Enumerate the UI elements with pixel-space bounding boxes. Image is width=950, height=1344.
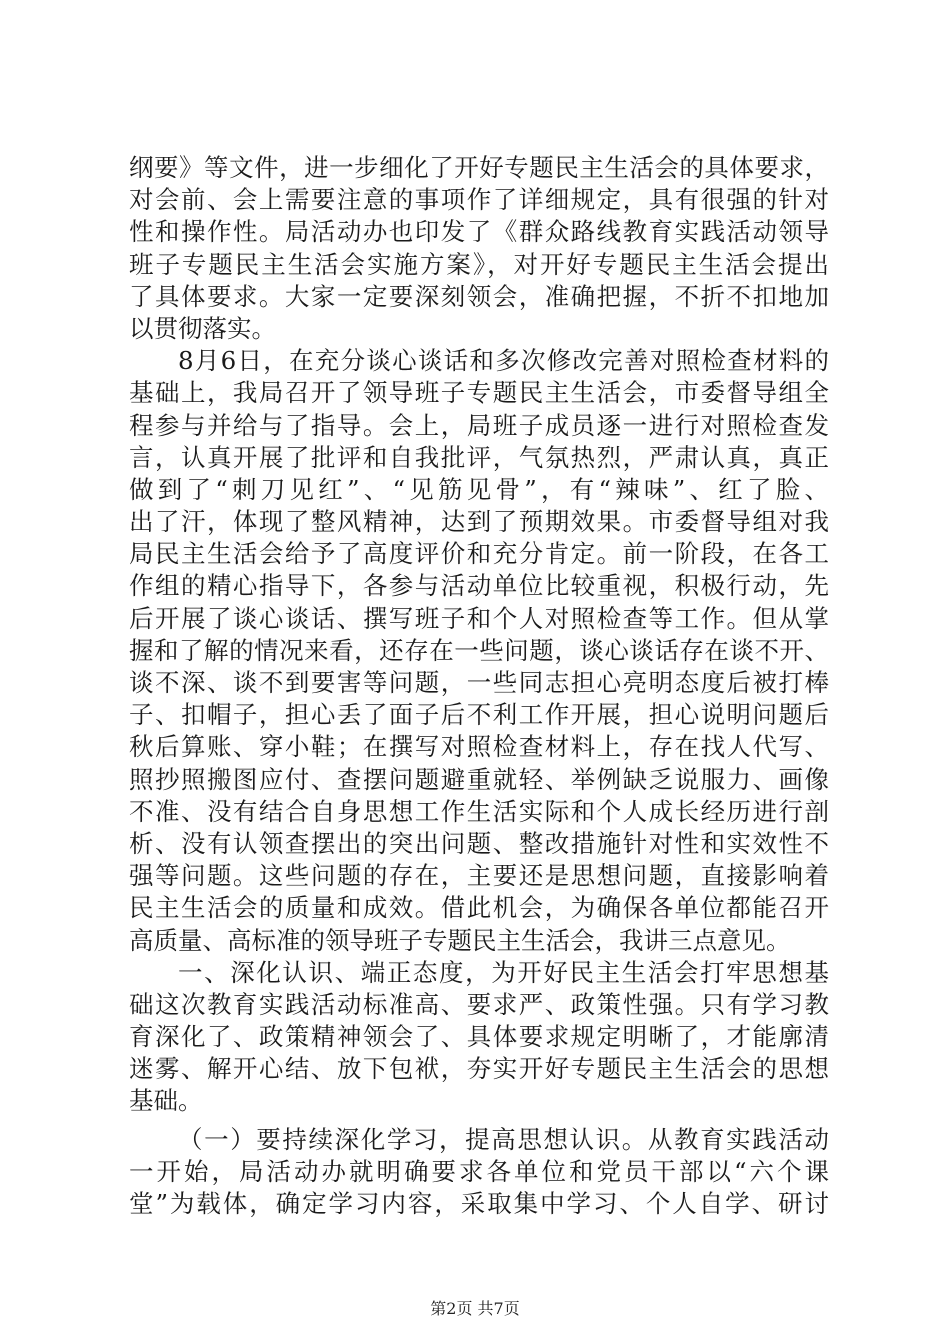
text-line: 照抄照搬图应付、查摆问题避重就轻、举例缺乏说服力、画像 xyxy=(129,764,829,794)
text-line: 迷雾、解开心结、放下包袱，夯实开好专题民主生活会的思想 xyxy=(129,1054,829,1084)
body-text xyxy=(129,152,829,1220)
text-line: 子、扣帽子，担心丢了面子后不利工作开展，担心说明问题后 xyxy=(129,700,829,730)
text-line: 基础。 xyxy=(129,1086,203,1116)
paragraph-4 xyxy=(129,1124,829,1221)
paragraph-1 xyxy=(129,152,829,345)
section-heading-line: 一、深化认识、端正态度，为开好民主生活会打牢思想基 xyxy=(178,957,829,987)
paragraph-2 xyxy=(129,345,829,957)
text-line: 础这次教育实践活动标准高、要求严、政策性强。只有学习教 xyxy=(129,989,829,1019)
text-line: 握和了解的情况来看，还存在一些问题，谈心谈话存在谈不开、 xyxy=(129,635,829,665)
text-line: 堂”为载体，确定学习内容，采取集中学习、个人自学、研讨 xyxy=(129,1189,829,1218)
paragraph-3 xyxy=(129,957,829,1118)
text-line: 8月6日，在充分谈心谈话和多次修改完善对照检查材料的 xyxy=(178,346,829,376)
text-line: 不准、没有结合自身思想工作生活实际和个人成长经历进行剖 xyxy=(129,796,829,826)
text-line: 强等问题。这些问题的存在，主要还是思想问题，直接影响着 xyxy=(129,861,829,891)
text-line: 程参与并给与了指导。会上，局班子成员逐一进行对照检查发 xyxy=(129,410,829,440)
text-line: 言，认真开展了批评和自我批评，气氛热烈，严肃认真，真正 xyxy=(129,442,829,472)
text-line: 以贯彻落实。 xyxy=(129,313,276,343)
text-line: 民主生活会的质量和成效。借此机会，为确保各单位都能召开 xyxy=(129,893,829,923)
text-line: 谈不深、谈不到要害等问题，一些同志担心亮明态度后被打棒 xyxy=(129,668,829,697)
text-line: 基础上，我局召开了领导班子专题民主生活会，市委督导组全 xyxy=(129,378,829,408)
text-line: 性和操作性。局活动办也印发了《群众路线教育实践活动领导 xyxy=(129,217,829,247)
text-line: 析、没有认领查摆出的突出问题、整改措施针对性和实效性不 xyxy=(129,828,829,858)
text-line: 做到了“刺刀见红”、“见筋见骨”，有“辣味”、红了脸、 xyxy=(129,474,829,504)
text-line: 秋后算账、穿小鞋；在撰写对照检查材料上，存在找人代写、 xyxy=(129,732,829,762)
text-line: 纲要》等文件，进一步细化了开好专题民主生活会的具体要求， xyxy=(129,153,829,182)
text-line: 后开展了谈心谈话、撰写班子和个人对照检查等工作。但从掌 xyxy=(129,603,829,633)
text-line: 育深化了、政策精神领会了、具体要求规定明晰了，才能廓清 xyxy=(129,1022,829,1052)
text-line: 高质量、高标准的领导班子专题民主生活会，我讲三点意见。 xyxy=(129,925,791,955)
page-number-footer: 第2页 共7页 xyxy=(430,1299,520,1318)
text-line: 作组的精心指导下，各参与活动单位比较重视，积极行动，先 xyxy=(129,571,829,601)
text-line: 局民主生活会给予了高度评价和充分肯定。前一阶段，在各工 xyxy=(129,539,829,569)
text-line: 班子专题民主生活会实施方案》，对开好专题民主生活会提出 xyxy=(129,249,829,279)
text-line: 出了汗，体现了整风精神，达到了预期效果。市委督导组对我 xyxy=(129,507,829,537)
text-line: 一开始，局活动办就明确要求各单位和党员干部以“六个课 xyxy=(129,1156,829,1186)
subsection-heading-line: （一）要持续深化学习，提高思想认识。从教育实践活动 xyxy=(178,1124,829,1154)
text-line: 了具体要求。大家一定要深刻领会，准确把握，不折不扣地加 xyxy=(129,281,829,311)
text-line: 对会前、会上需要注意的事项作了详细规定，具有很强的针对 xyxy=(129,185,829,215)
